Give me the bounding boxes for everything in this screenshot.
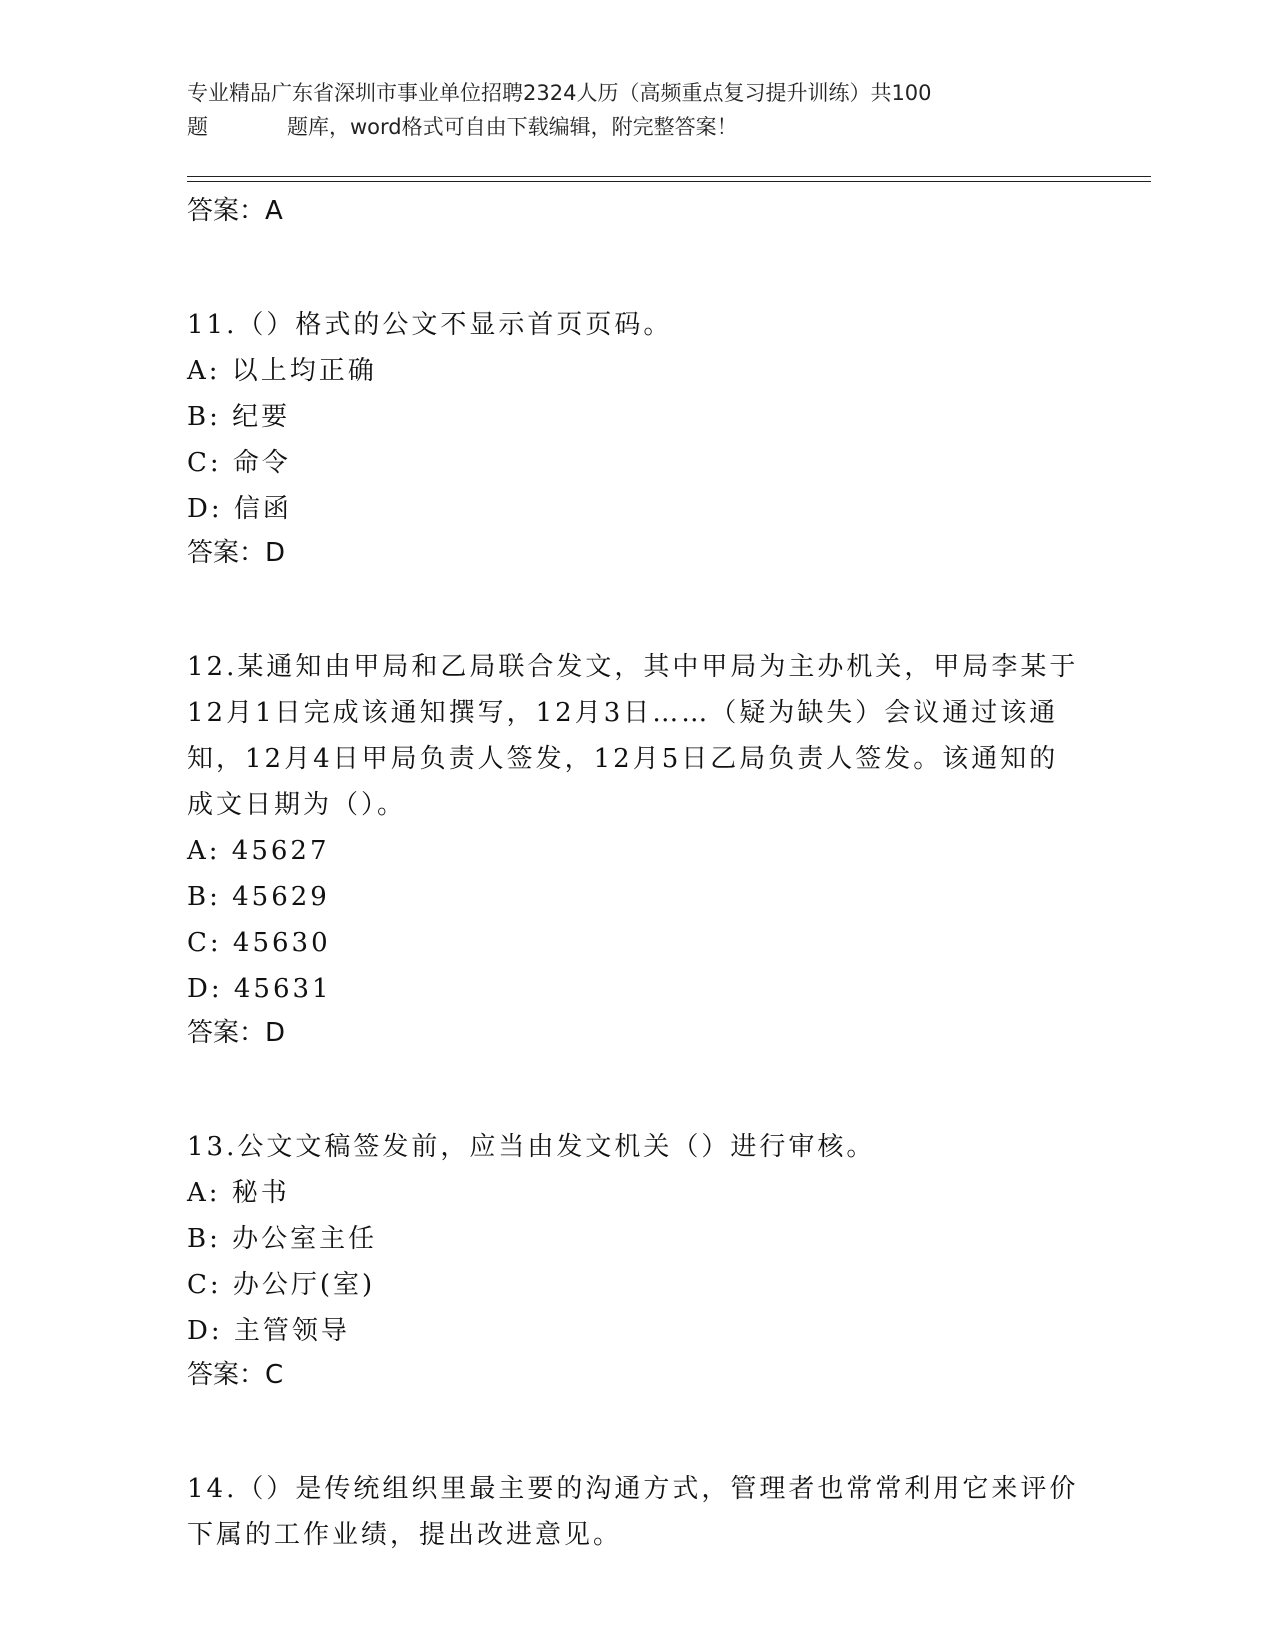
spacer: [187, 232, 1087, 302]
question-text: 11.（）格式的公文不显示首页页码。: [187, 310, 673, 340]
answer-line: 答案：D: [187, 1018, 286, 1048]
spacer: [187, 1054, 1087, 1124]
option-c: C: 45630: [187, 928, 331, 958]
question-text-line: 12.某通知由甲局和乙局联合发文，其中甲局为主办机关，甲局李某于: [187, 652, 1079, 682]
answer-line: 答案：C: [187, 1360, 284, 1390]
question-text-line: 成文日期为（）。: [187, 790, 407, 820]
option-d: D: 主管领导: [187, 1316, 350, 1346]
answer-line: 答案：D: [187, 538, 286, 568]
question-text-line: 12月1日完成该通知撰写，12月3日……（疑为缺失）会议通过该通: [187, 698, 1059, 728]
header-divider-top: [187, 176, 1151, 177]
question-text: 13.公文文稿签发前，应当由发文机关（）进行审核。: [187, 1132, 876, 1162]
question-text-line: 下属的工作业绩，提出改进意见。: [187, 1520, 623, 1550]
option-a: A: 45627: [187, 836, 330, 866]
option-b: B: 纪要: [187, 402, 291, 432]
question-text-line: 14.（）是传统组织里最主要的沟通方式，管理者也常常利用它来评价: [187, 1474, 1079, 1504]
question-block: [187, 1466, 1087, 1558]
option-a: A: 以上均正确: [187, 356, 377, 386]
question-list: [187, 190, 1087, 1558]
spacer: [187, 1396, 1087, 1466]
question-block: [187, 1124, 1087, 1396]
answer-line: 答案：A: [187, 196, 283, 226]
question-block: [187, 302, 1087, 574]
option-b: B: 办公室主任: [187, 1224, 378, 1254]
question-block: [187, 644, 1087, 1054]
header-divider-bottom: [187, 181, 1151, 182]
option-d: D: 45631: [187, 974, 332, 1004]
option-a: A: 秘书: [187, 1178, 290, 1208]
spacer: [187, 574, 1087, 644]
question-text-line: 知，12月4日甲局负责人签发，12月5日乙局负责人签发。该通知的: [187, 744, 1059, 774]
header-line-2-prefix: 题: [187, 115, 208, 139]
option-b: B: 45629: [187, 882, 330, 912]
page-header: [187, 76, 1087, 144]
option-c: C: 命令: [187, 448, 291, 478]
header-line-2-rest: 题库，word格式可自由下载编辑，附完整答案！: [287, 115, 738, 139]
header-line-2: [187, 110, 1087, 144]
header-line-1: 专业精品广东省深圳市事业单位招聘2324人历（高频重点复习提升训练）共100: [187, 81, 932, 105]
option-d: D: 信函: [187, 494, 292, 524]
option-c: C: 办公厅(室): [187, 1270, 376, 1300]
